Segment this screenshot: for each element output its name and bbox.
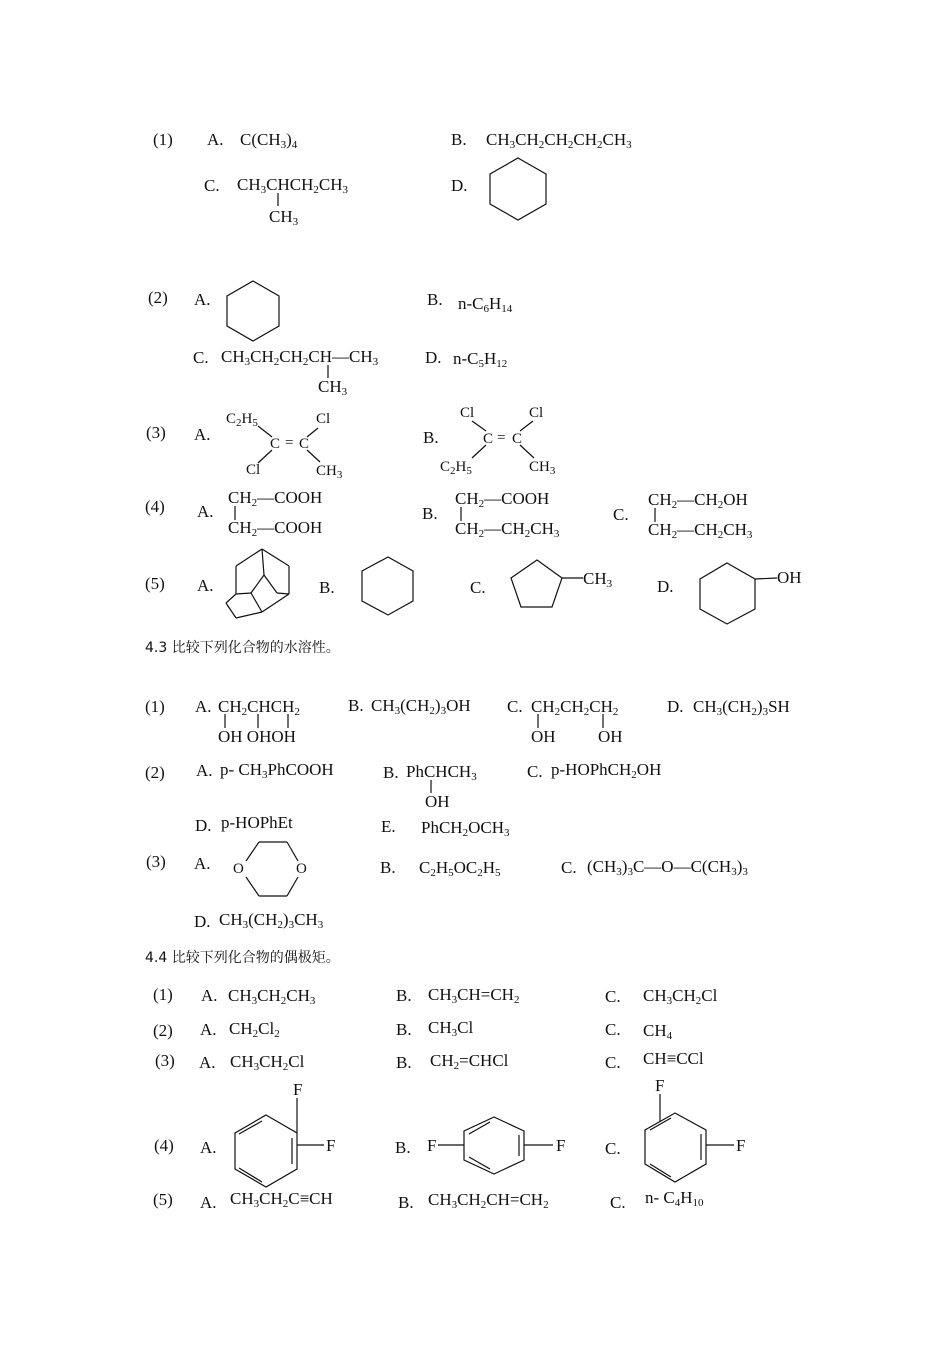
- formula-p2q1d: $CH_3(CH_2)_3SH$: [693, 697, 790, 718]
- atom-c: C: [512, 431, 523, 447]
- q5-number: (5): [145, 574, 165, 593]
- option-a-label: A.: [194, 854, 211, 873]
- formula-p2q1a: $CH_2CHCH_2$: [218, 697, 300, 718]
- q2-number: (2): [145, 763, 165, 782]
- formula-p2q2b: PhCHCH$_3$: [406, 762, 477, 783]
- cyclohexane-ring: [362, 557, 413, 615]
- formula-p3q2b: $CH_3Cl$: [428, 1018, 474, 1039]
- option-b-label: B.: [423, 428, 439, 447]
- option-a-label: A.: [200, 1138, 217, 1157]
- option-c-label: C.: [561, 858, 577, 877]
- option-e-label: E.: [381, 817, 396, 836]
- option-a-label: A.: [197, 502, 214, 521]
- option-d-label: D.: [425, 348, 442, 367]
- option-a-label: A.: [200, 1193, 217, 1212]
- option-a-label: A.: [194, 425, 211, 444]
- benzene-ring: [235, 1115, 297, 1187]
- atom-c: C: [270, 436, 281, 452]
- bond: [258, 426, 272, 437]
- option-d-label: D.: [657, 577, 674, 596]
- q2-number: (2): [148, 288, 168, 307]
- formula-p2q1c-hydroxyl: OH: [531, 727, 556, 746]
- formula-p2q1c: $CH_2CH_2CH_2$: [531, 697, 619, 718]
- cyclohexane-ring: [227, 281, 279, 341]
- bond: [307, 450, 320, 462]
- formula-p1q2b: $n-C_6H_{14}$: [458, 294, 513, 315]
- formula-p1q1c-branch: $CH_3$: [269, 207, 299, 228]
- atom-cl: Cl: [460, 405, 475, 421]
- aromatic-bond: [239, 1121, 262, 1134]
- formula-p1q3b-methyl: $CH_3$: [529, 459, 556, 477]
- section-heading-4-3: 4.3 比较下列化合物的水溶性。: [145, 640, 340, 656]
- q1-number: (1): [153, 130, 173, 149]
- double-bond: =: [497, 430, 506, 446]
- atom-f: F: [326, 1136, 336, 1155]
- option-c-label: C.: [605, 1139, 621, 1158]
- formula-p3q3c: CH≡CCl: [643, 1049, 704, 1068]
- bond: [472, 421, 486, 431]
- formula-p1q4b-top: $CH_2—COOH$: [455, 489, 550, 510]
- option-c-label: C.: [605, 1020, 621, 1039]
- q4-number: (4): [154, 1136, 174, 1155]
- bond: [755, 578, 777, 579]
- option-a-label: A.: [207, 130, 224, 149]
- option-b-label: B.: [348, 696, 364, 715]
- option-a-label: A.: [199, 1053, 216, 1072]
- atom-cl: Cl: [529, 405, 544, 421]
- formula-p1q4c-top: $CH_2—CH_2OH$: [648, 490, 748, 511]
- atom-f: F: [427, 1136, 437, 1155]
- formula-p2q3d: $CH_3(CH_2)_3CH_3$: [219, 910, 324, 931]
- formula-p1q2c: $CH_3CH_2CH_2CH—CH_3$: [221, 347, 379, 368]
- q2-number: (2): [153, 1021, 173, 1040]
- atom-c: C: [483, 431, 494, 447]
- atom-cl: Cl: [316, 411, 331, 427]
- option-c-label: C.: [193, 348, 209, 367]
- formula-p1q1c: $CH_3CHCH_2CH_3$: [237, 175, 348, 196]
- option-a-label: A.: [197, 576, 214, 595]
- formula-p2q3b: $C_2H_5OC_2H_5$: [419, 858, 501, 879]
- formula-p2q2b-hydroxyl: OH: [425, 792, 450, 811]
- formula-p1q4c-bottom: $CH_2—CH_2CH_3$: [648, 520, 753, 541]
- benzene-ring: [464, 1117, 524, 1174]
- formula-p3q1b: $CH_3CH=CH_2$: [428, 985, 520, 1006]
- cyclohexane-ring: [700, 563, 755, 624]
- option-c-label: C.: [527, 762, 543, 781]
- option-b-label: B.: [427, 290, 443, 309]
- adamantane-structure: [226, 549, 289, 618]
- cyclohexane-ring: [490, 158, 546, 220]
- bond: [520, 421, 533, 431]
- option-b-label: B.: [396, 1053, 412, 1072]
- option-b-label: B.: [422, 504, 438, 523]
- option-c-label: C.: [605, 1053, 621, 1072]
- option-b-label: B.: [396, 1020, 412, 1039]
- formula-p2q3c: $(CH_3)_3C—O—C(CH_3)_3$: [587, 857, 748, 878]
- formula-p2q2e: $PhCH_2OCH_3$: [421, 818, 510, 839]
- q3-number: (3): [146, 852, 166, 871]
- formula-p1q5d-hydroxyl: OH: [777, 568, 802, 587]
- option-b-label: B.: [398, 1193, 414, 1212]
- option-c-label: C.: [605, 987, 621, 1006]
- atom-o: O: [296, 861, 307, 877]
- bond: [307, 428, 318, 437]
- option-a-label: A.: [201, 986, 218, 1005]
- option-b-label: B.: [383, 763, 399, 782]
- formula-p1q4a-top: $CH_2—COOH$: [228, 488, 323, 509]
- atom-f: F: [736, 1136, 746, 1155]
- formula-p1q4a-bottom: $CH_2—COOH$: [228, 518, 323, 539]
- atom-c: C: [299, 436, 310, 452]
- section-heading-4-4: 4.4 比较下列化合物的偶极矩。: [145, 950, 340, 966]
- q4-number: (4): [145, 497, 165, 516]
- atom-f: F: [556, 1136, 566, 1155]
- atom-f: F: [655, 1076, 665, 1095]
- formula-p2q2c: p-HOPhCH$_2$OH: [551, 760, 662, 781]
- formula-p1q2d: $n-C_5H_{12}$: [453, 349, 508, 370]
- benzene-ring: [645, 1113, 706, 1182]
- formula-p1q4b-bottom: $CH_2—CH_2CH_3$: [455, 519, 560, 540]
- bond: [472, 445, 486, 458]
- formula-p1q1b: $CH_3CH_2CH_2CH_2CH_3$: [486, 130, 632, 151]
- option-a-label: A.: [195, 697, 212, 716]
- formula-p1q5c-methyl: $CH_3$: [583, 569, 613, 590]
- bond: [520, 445, 534, 458]
- option-c-label: C.: [507, 697, 523, 716]
- formula-p3q3b: $CH_2=CHCl$: [430, 1051, 509, 1072]
- q3-number: (3): [155, 1051, 175, 1070]
- option-b-label: B.: [319, 578, 335, 597]
- aromatic-bond: [650, 1164, 671, 1177]
- bond: [258, 450, 272, 463]
- atom-cl: Cl: [246, 462, 261, 478]
- q1-number: (1): [145, 697, 165, 716]
- option-b-label: B.: [451, 130, 467, 149]
- q5-number: (5): [153, 1190, 173, 1209]
- option-a-label: A.: [200, 1020, 217, 1039]
- formula-p2q1c-hydroxyl: OH: [598, 727, 623, 746]
- option-b-label: B.: [380, 858, 396, 877]
- formula-p2q1b: $CH_3(CH_2)_3OH$: [371, 696, 471, 717]
- formula-p3q5b: $CH_3CH_2CH=CH_2$: [428, 1190, 549, 1211]
- formula-p1q3b-ethyl: $C_2H_5$: [440, 459, 472, 477]
- cyclopentane-ring: [511, 560, 562, 607]
- dioxane-ring: [246, 842, 298, 896]
- option-d-label: D.: [195, 816, 212, 835]
- aromatic-bond: [239, 1168, 262, 1182]
- atom-f: F: [293, 1080, 303, 1099]
- option-a-label: A.: [196, 761, 213, 780]
- q3-number: (3): [146, 423, 166, 442]
- formula-p3q3a: $CH_3CH_2Cl$: [230, 1052, 305, 1073]
- option-c-label: C.: [470, 578, 486, 597]
- atom-o: O: [233, 861, 244, 877]
- formula-p1q1a: $C(CH_3)_4$: [240, 130, 298, 151]
- formula-p2q2d: p-HOPhEt: [221, 813, 293, 832]
- formula-p3q1c: $CH_3CH_2Cl$: [643, 986, 718, 1007]
- formula-p3q5c: n- $C_4H_{10}$: [645, 1188, 704, 1209]
- formula-p2q2a: p- $CH_3PhCOOH$: [220, 760, 334, 781]
- option-d-label: D.: [667, 697, 684, 716]
- formula-p1q2c-branch: $CH_3$: [318, 377, 348, 398]
- formula-p1q3a-methyl: $CH_3$: [316, 463, 343, 481]
- double-bond: =: [285, 435, 294, 451]
- formula-p1q3a-ethyl: $C_2H_5$: [226, 411, 258, 429]
- option-c-label: C.: [613, 505, 629, 524]
- option-b-label: B.: [396, 986, 412, 1005]
- formula-p3q1a: $CH_3CH_2CH_3$: [228, 986, 316, 1007]
- formula-p3q5a: $CH_3CH_2C\equiv CH$: [230, 1189, 333, 1210]
- formula-p2q1a-hydroxyls: OH OHOH: [218, 727, 296, 746]
- q1-number: (1): [153, 985, 173, 1004]
- option-d-label: D.: [194, 912, 211, 931]
- option-b-label: B.: [395, 1138, 411, 1157]
- option-c-label: C.: [204, 176, 220, 195]
- option-a-label: A.: [194, 290, 211, 309]
- option-d-label: D.: [451, 176, 468, 195]
- formula-p3q2a: $CH_2Cl_2$: [229, 1019, 280, 1040]
- option-c-label: C.: [610, 1193, 626, 1212]
- formula-p3q2c: $CH_4$: [643, 1021, 673, 1042]
